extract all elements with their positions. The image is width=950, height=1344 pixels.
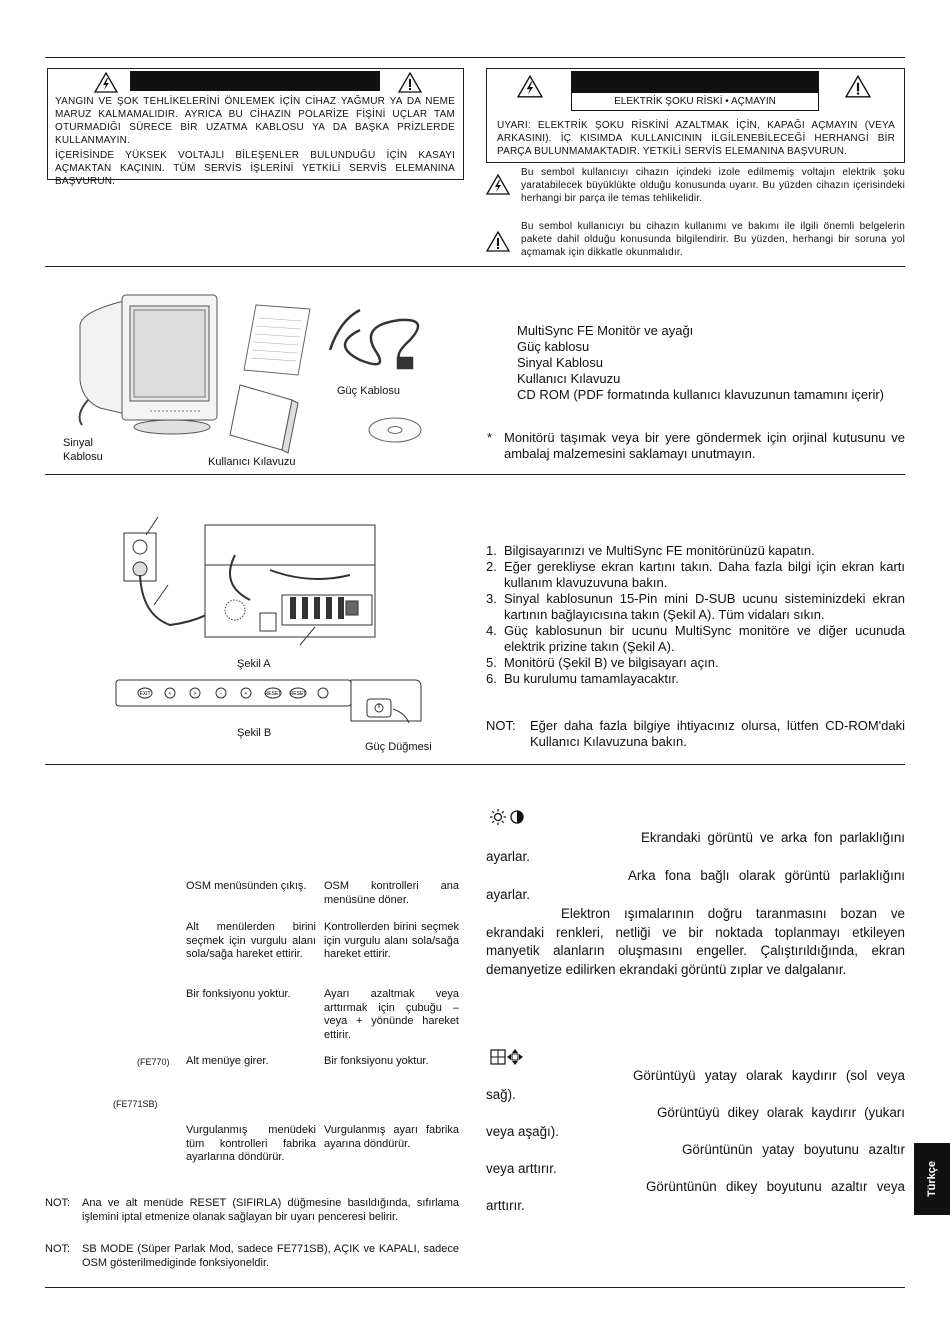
osm-note-text: Ana ve alt menüde RESET (SIFIRLA) düğmesine basıldığında, sıfırlama işlemini iptal etmenize olanak sağlayan bir uyarı penceresi belirir. bbox=[82, 1197, 459, 1223]
size-position-icon bbox=[490, 1048, 524, 1066]
svg-text:−: − bbox=[219, 691, 223, 697]
contents-item: Kullanıcı Kılavuzu bbox=[517, 371, 621, 386]
contents-item: Güç kablosu bbox=[517, 339, 590, 354]
setup-step: 5. Monitörü (Şekil B) ve bilgisayarı açın. bbox=[486, 655, 719, 670]
osm-row: Bir fonksiyonu yoktur. bbox=[186, 988, 291, 1000]
caution-heading bbox=[571, 71, 819, 111]
osm-row: Alt menüye girer. bbox=[186, 1055, 269, 1067]
setup-step: 1. Bilgisayarınızı ve MultiSync FE monitörünüzü kapatın. bbox=[486, 543, 815, 558]
osm-row: Ayarı azaltmak veya arttırmak için çubuğu – veya + yönünde hareket ettirir. bbox=[324, 988, 459, 1041]
power-cable-label: Güç Kablosu bbox=[337, 385, 400, 397]
figure-b-caption: Şekil B bbox=[237, 727, 272, 739]
exclamation-warning-icon bbox=[845, 75, 871, 98]
section-rule-1 bbox=[45, 266, 905, 267]
osm-note-text: SB MODE (Süper Parlak Mod, sadece FE771SB), AÇIK ve KAPALI, sadece OSM gösterilmediginde fonksiyoneldir. bbox=[82, 1243, 459, 1269]
warning-heading-bar bbox=[130, 71, 380, 91]
brightness-text: Ekrandaki görüntü ve arka fon parlaklığını ayarlar. bbox=[486, 830, 905, 864]
cd-rom-icon bbox=[369, 418, 421, 442]
symbol-lightning-text: Bu sembol kullanıcıyı cihazın içindeki izole edilmemiş voltajın elektrik şoku yaratabilecek büyüklükte olduğu konusunda uyarır. Bu yüzden cihazın içerisindeki herhangi bir parça ile temas tehlikelidir. bbox=[521, 167, 905, 204]
osm-row: Alt menülerden birini seçmek için vurgulu alanı sola/sağa hareket ettirir. bbox=[186, 921, 316, 960]
contents-item: CD ROM (PDF formatında kullanıcı klavuzunun tamamını içerir) bbox=[517, 387, 884, 402]
setup-steps bbox=[486, 543, 905, 687]
v-position-text: Görüntüyü dikey olarak kaydırır (yukarı veya aşağı). bbox=[486, 1105, 905, 1139]
manual-label: Kullanıcı Kılavuzu bbox=[208, 456, 296, 468]
exclamation-symbol-icon bbox=[486, 231, 510, 252]
osm-model-tag: (FE771SB) bbox=[113, 1099, 158, 1109]
exclamation-warning-icon bbox=[398, 72, 422, 93]
svg-text:>: > bbox=[193, 691, 197, 697]
lightning-warning-icon bbox=[94, 72, 118, 93]
caution-text: UYARI: ELEKTRİK ŞOKU RİSKİNİ AZALTMAK İÇİN, KAPAĞI AÇMAYIN (VEYA ARKASINI). İÇ KISIMDA KULLANICININ İLGİLENEBİLECEĞİ HERHANGİ BİR PARÇA BULUNMAMAKTADIR. YETKİLİ SERVİS ELEMANINA BAŞVURUN. bbox=[497, 120, 895, 157]
exit-button-label: EXIT bbox=[139, 691, 151, 697]
wall-outlet-icon bbox=[124, 533, 156, 581]
caution-box bbox=[486, 68, 905, 163]
svg-text:+: + bbox=[244, 691, 248, 697]
bottom-rule bbox=[45, 1287, 905, 1288]
warning-text: YANGIN VE ŞOK TEHLİKELERİNİ ÖNLEMEK İÇİN CİHAZ YAĞMUR YA DA NEME MARUZ KALMAMALIDIR. AYRICA BU CİHAZIN POLARİZE FİŞİNİ UÇLAR TAM OTURMADIĞI SÜRECE BİR UZATMA KABLOSU YA DA BAŞKA PRİZLERDE KULLANMAYIN. bbox=[55, 96, 455, 146]
power-cable-icon bbox=[330, 310, 418, 368]
signal-cable-label: Sinyal Kablosu bbox=[63, 437, 103, 463]
manual-booklet-icon bbox=[230, 385, 298, 453]
setup-step: 6. Bu kurulumu tamamlayacaktır. bbox=[486, 671, 679, 686]
h-position-text: Görüntüyü yatay olarak kaydırır (sol veya sağ). bbox=[486, 1068, 905, 1102]
contrast-text: Arka fona bağlı olarak görüntü parlaklığını ayarlar. bbox=[486, 868, 905, 902]
setup-step: 3. Sinyal kablosunun 15-Pin mini D-SUB ucunu sisteminizdeki ekran kartının bağlayıcısına takın (Şekil A). Tüm vidaları sıkın. bbox=[486, 591, 905, 622]
osm-row: OSM kontrolleri ana menüsüne döner. bbox=[324, 880, 459, 906]
contents-note: Monitörü taşımak veya bir yere göndermek için orjinal kutusunu ve ambalaj malzemesini saklamayı unutmayın. bbox=[504, 430, 905, 461]
setup-note-text: Eğer daha fazla bilgiye ihtiyacınız olursa, lütfen CD-ROM'daki Kullanıcı Kılavuzuna bakın. bbox=[530, 718, 905, 749]
caution-label: ELEKTRİK ŞOKU RİSKİ • AÇMAYIN bbox=[614, 96, 776, 107]
section-rule-2 bbox=[45, 474, 905, 475]
setup-note-label: NOT: bbox=[486, 718, 516, 733]
manual-sheet-icon bbox=[244, 305, 310, 375]
osm-row: OSM menüsünden çıkış. bbox=[186, 880, 307, 892]
contents-list bbox=[517, 323, 905, 403]
monitor-back-icon bbox=[205, 525, 375, 645]
power-button-label: Güç Düğmesi bbox=[365, 741, 432, 753]
contents-item: MultiSync FE Monitör ve ayağı bbox=[517, 323, 694, 338]
osm-row: Vurgulanmış ayarı fabrika ayarına döndürür. bbox=[324, 1124, 459, 1150]
top-rule bbox=[45, 57, 905, 58]
osm-note-label: NOT: bbox=[45, 1197, 71, 1209]
setup-step: 2. Eğer gerekliyse ekran kartını takın. Daha fazla bilgi için ekran kartı kullanım klavuzuvuna bakın. bbox=[486, 559, 905, 590]
svg-text:<: < bbox=[168, 691, 172, 697]
figure-a-caption: Şekil A bbox=[237, 658, 271, 670]
warning-box bbox=[47, 68, 464, 187]
warning-text-2: İÇERİSİNDE YÜKSEK VOLTAJLI BİLEŞENLER BULUNDUĞU İÇİN KASAYI AÇMAKTAN KAÇININ. TÜM SERVİS İŞLERİNİ YETKİLİ SERVİS ELEMANINA BAŞVURUN. bbox=[55, 150, 455, 187]
degauss-text: Elektron ışımalarının doğru taranmasını bozan ve ekrandaki renkleri, netliği ve bir noktada toplanmayı etkileyen manyetik alanların oluşmasını engeller. Çalıştırıldığında, ekran demanyetize edilirken ekrandaki görüntü zıplar ve dalgalanır. bbox=[486, 906, 905, 977]
contents-item: Sinyal Kablosu bbox=[517, 355, 603, 370]
monitor-icon bbox=[80, 295, 217, 434]
lightning-symbol-icon bbox=[486, 174, 510, 195]
symbol-exclamation-text: Bu sembol kullanıcıyı bu cihazın kullanımı ve bakımı ile ilgili önemli belgelerin pakete dahil olduğu konusunda bilgilendirir. Bu yüzden, herhangi bir soruna yol açmamak için dikkatle okunmalıdır. bbox=[521, 221, 905, 258]
svg-text:RESET: RESET bbox=[264, 691, 282, 697]
osm-row: Vurgulanmış menüdeki tüm kontrolleri fabrika ayarlarına döndürür. bbox=[186, 1124, 316, 1163]
figure-b-control-panel bbox=[115, 679, 425, 723]
osm-model-tag: (FE770) bbox=[137, 1057, 170, 1067]
svg-text:RESET: RESET bbox=[289, 691, 307, 697]
h-size-text: Görüntünün yatay boyutunu azaltır veya arttırır. bbox=[486, 1142, 905, 1176]
section-rule-3 bbox=[45, 764, 905, 765]
osm-row: Kontrollerden birini seçmek için vurgulu alanı sola/sağa hareket ettirir. bbox=[324, 921, 459, 960]
figure-a-illustration bbox=[110, 515, 380, 655]
language-tab: Türkçe bbox=[914, 1143, 950, 1215]
note-star: * bbox=[487, 430, 493, 445]
brightness-contrast-icon bbox=[490, 808, 526, 826]
contents-illustration bbox=[60, 290, 460, 470]
setup-step: 4. Güç kablosunun bir ucunu MultiSync monitöre ve diğer ucunuda elektrik prizine takın (Şekil A). bbox=[486, 623, 905, 654]
osm-row: Bir fonksiyonu yoktur. bbox=[324, 1055, 429, 1067]
osm-note-label: NOT: bbox=[45, 1243, 71, 1255]
v-size-text: Görüntünün dikey boyutunu azaltır veya arttırır. bbox=[486, 1179, 905, 1213]
lightning-warning-icon bbox=[517, 75, 543, 98]
